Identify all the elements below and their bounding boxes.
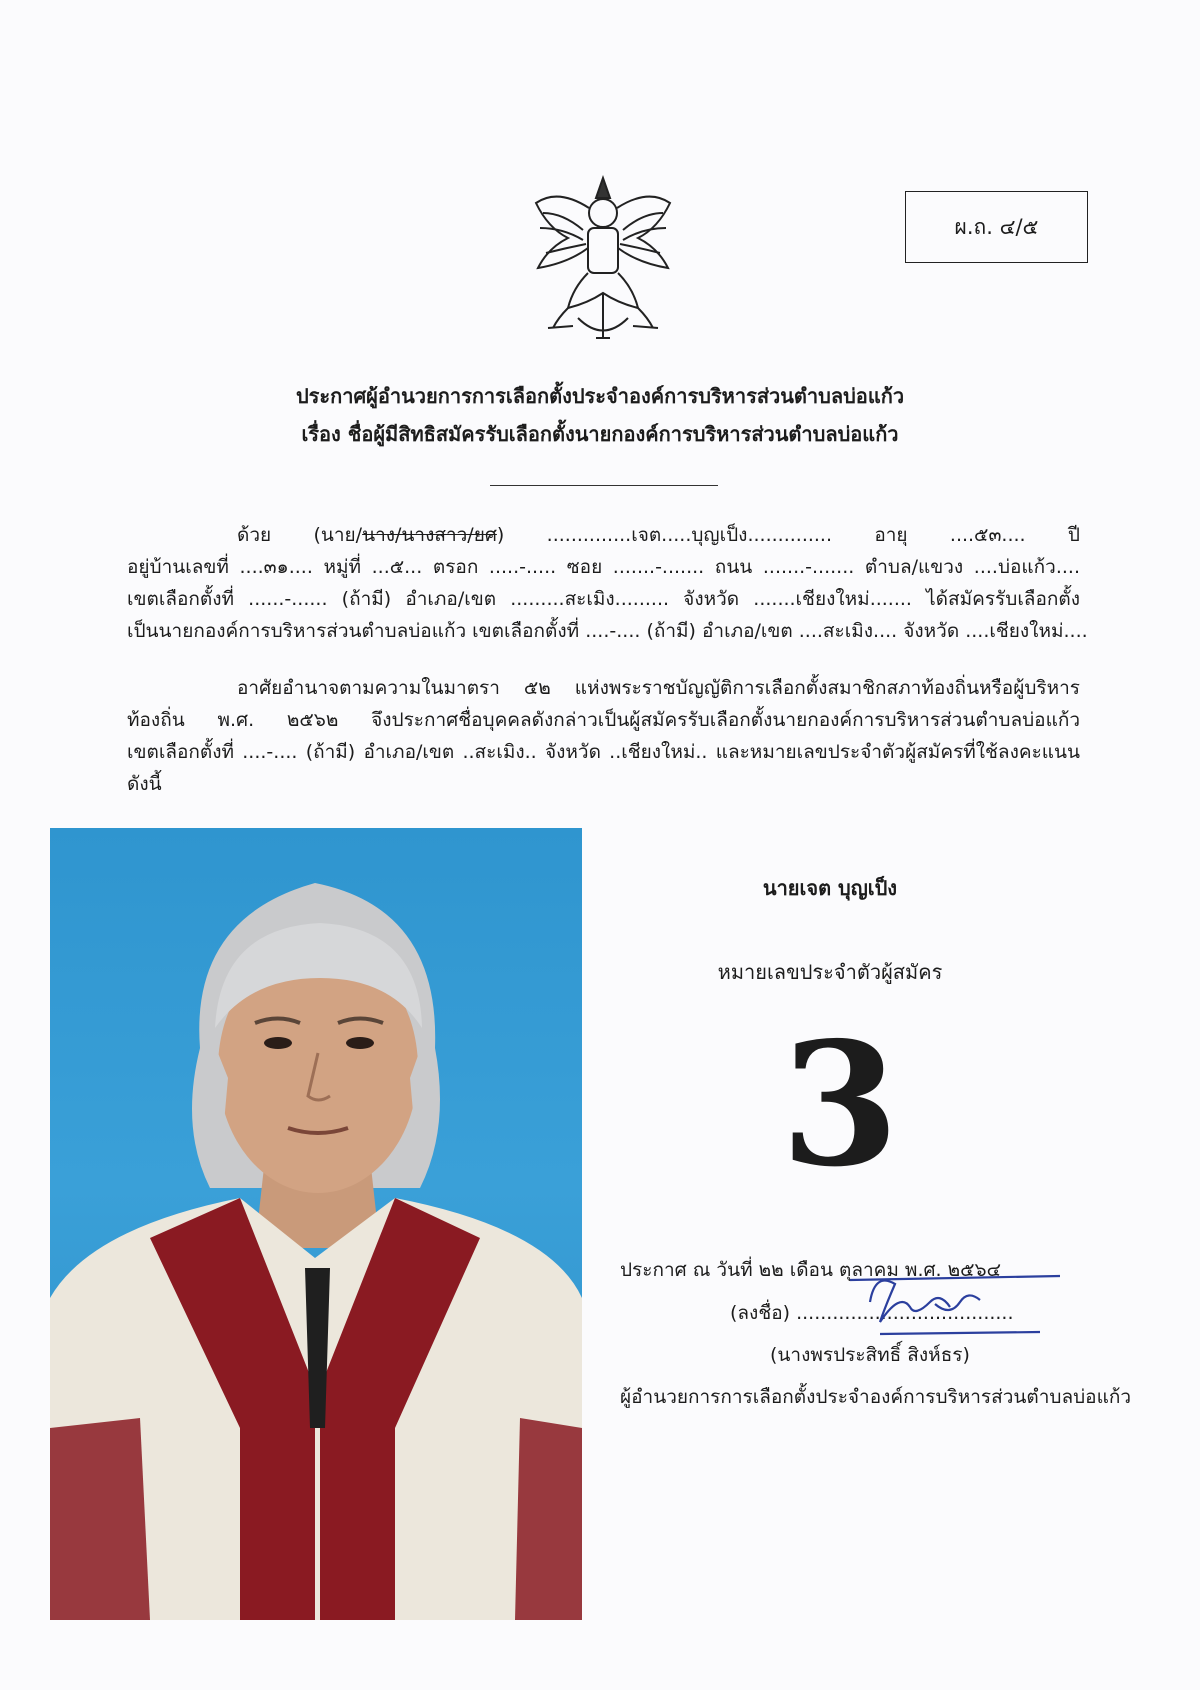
paragraph-line: เป็นนายกองค์การบริหารส่วนตำบลบ่อแก้ว เขตเลือกตั้งที่ ....-.... (ถ้ามี) อำเภอ/เขต ....สะเมิง.... จังหวัด ....เชียงใหม่.... <box>127 620 1088 642</box>
name-age: ) ..............เจต.....บุญเป็ง.............. อายุ ....๕๓.... ปี <box>496 524 1080 546</box>
signature-icon <box>840 1262 1080 1352</box>
paragraph-line: อยู่บ้านเลขที่ ....๓๑.... หมู่ที่ ...๕... ตรอก .....-..... ซอย .......-....... ถนน .......-....... ตำบล/แขวง ....บ่อแก้ว.... <box>127 556 1080 578</box>
paragraph-line: เขตเลือกตั้งที่ ......-...... (ถ้ามี) อำเภอ/เขต .........สะเมิง......... จังหวัด .......เชียงใหม่....... ได้สมัครรับเลือกตั้ง <box>127 588 1080 610</box>
form-code: ผ.ถ. ๔/๕ <box>954 214 1039 239</box>
portrait-illustration <box>50 828 582 1620</box>
paragraph-line: ท้องถิ่น พ.ศ. ๒๕๖๒ จึงประกาศชื่อบุคคลดังกล่าวเป็นผู้สมัครรับเลือกตั้งนายกองค์การบริหารส่วนตำบลบ่อแก้ว <box>127 709 1080 731</box>
candidate-name: นายเจต บุญเป็ง <box>762 876 898 900</box>
title-divider <box>490 485 718 486</box>
paragraph-line: ดังนี้ <box>127 773 162 795</box>
announcement-date: ประกาศ ณ วันที่ ๒๒ เดือน ตุลาคม พ.ศ. ๒๕๖๔ <box>620 1259 1001 1281</box>
paragraph-line: เขตเลือกตั้งที่ ....-.... (ถ้ามี) อำเภอ/เขต ..สะเมิง.. จังหวัด ..เชียงใหม่.. และหมายเลขประจำตัวผู้สมัครที่ใช้ลงคะแนน <box>127 741 1080 763</box>
announcement-subject: เรื่อง ชื่อผู้มีสิทธิสมัครรับเลือกตั้งนายกองค์การบริหารส่วนตำบลบ่อแก้ว <box>301 422 899 446</box>
struck-titles: นาง/นางสาว/ยศ <box>362 524 497 546</box>
signer-title: ผู้อำนวยการการเลือกตั้งประจำองค์การบริหารส่วนตำบลบ่อแก้ว <box>620 1386 1131 1408</box>
paragraph-legal-basis <box>127 672 1080 800</box>
paragraph-line: อาศัยอำนาจตามความในมาตรา ๕๒ แห่งพระราชบัญญัติการเลือกตั้งสมาชิกสภาท้องถิ่นหรือผู้บริหาร <box>237 677 1080 699</box>
candidate-number-caption: หมายเลขประจำตัวผู้สมัคร <box>717 960 943 984</box>
candidate-number: 3 <box>780 1005 900 1205</box>
signer-name: (นางพรประสิทธิ์ สิงห์ธร) <box>770 1344 970 1366</box>
paragraph-line <box>127 519 1080 551</box>
title-prefix: ด้วย (นาย/ <box>237 524 363 546</box>
paragraph-candidate-details <box>127 519 1088 647</box>
signature-line: (ลงชื่อ) .................................... <box>730 1302 1014 1324</box>
garuda-emblem-icon <box>528 168 678 353</box>
announcement-title: ประกาศผู้อำนวยการการเลือกตั้งประจำองค์การบริหารส่วนตำบลบ่อแก้ว <box>295 384 905 408</box>
candidate-photo <box>50 828 582 1620</box>
form-code-box <box>905 191 1088 263</box>
